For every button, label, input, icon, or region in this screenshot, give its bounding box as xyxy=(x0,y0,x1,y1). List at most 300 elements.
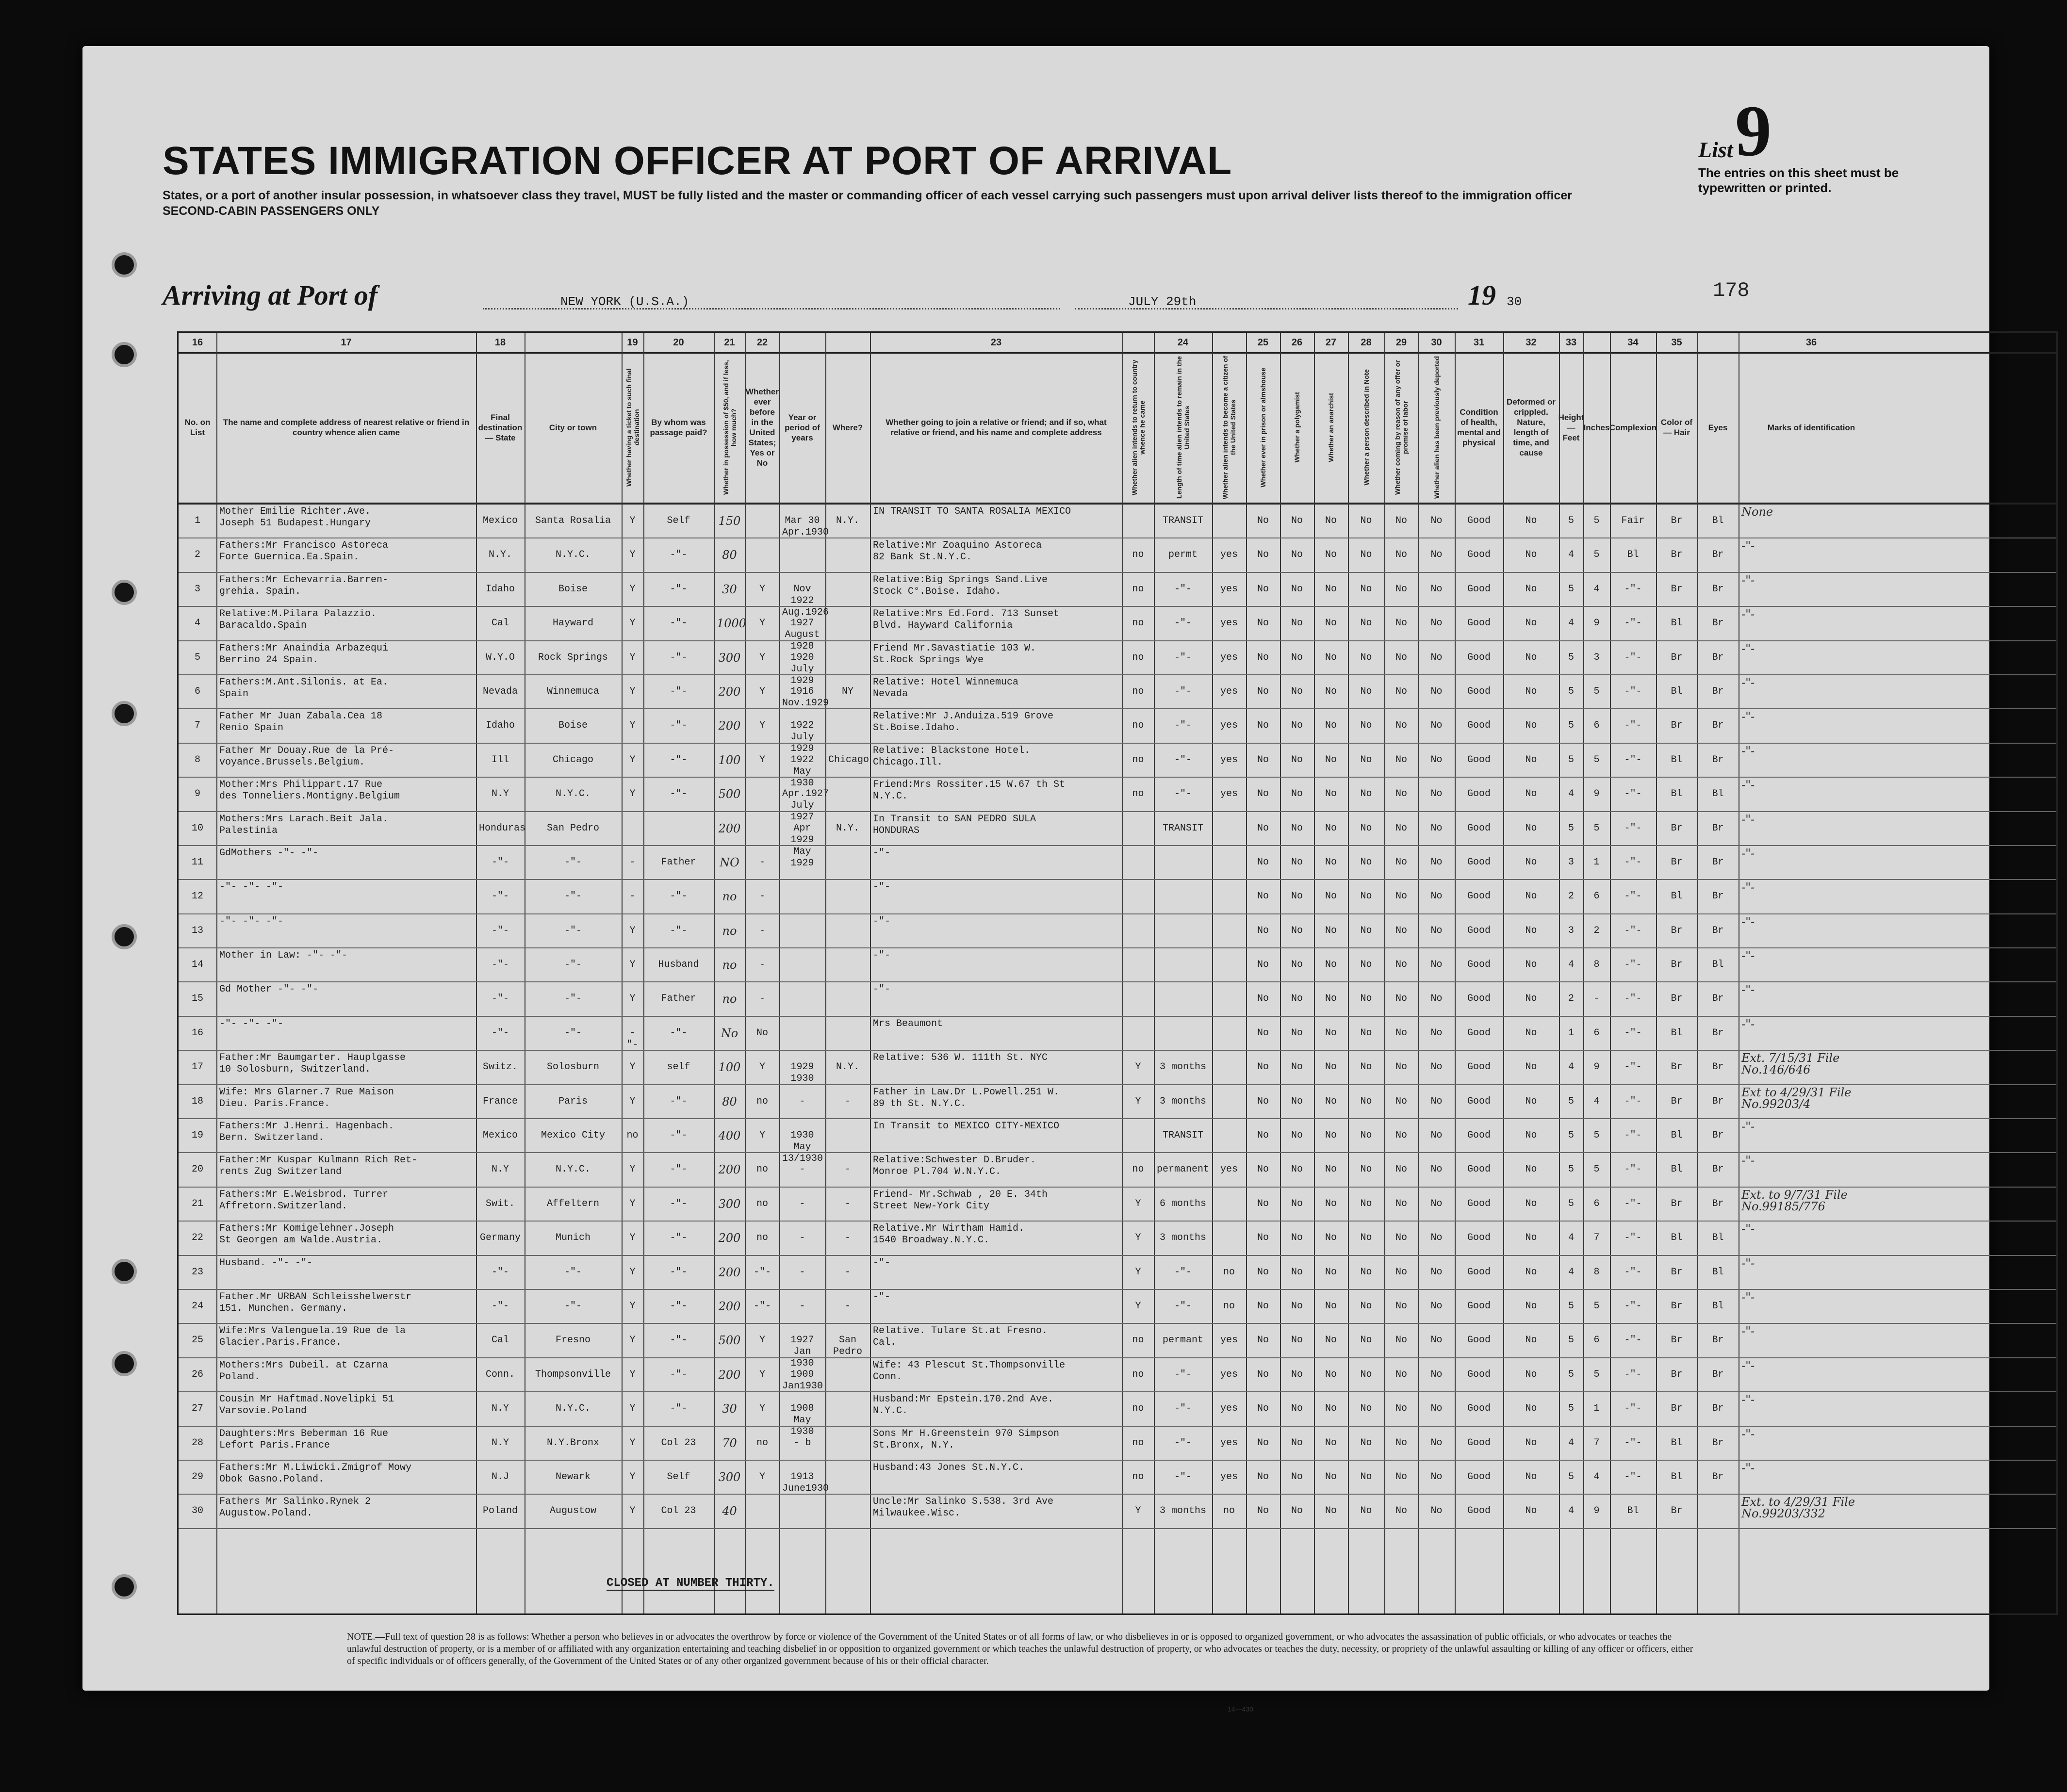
cell-comp: Bl xyxy=(1627,1505,1639,1517)
cell-paid: -"- xyxy=(670,1403,688,1415)
cell-health: Good xyxy=(1467,1368,1491,1380)
cell-prison: No xyxy=(1257,652,1269,663)
cell-in: 5 xyxy=(1593,515,1600,526)
cell-prison: No xyxy=(1257,1471,1269,1482)
cell-labor: No xyxy=(1395,1471,1407,1482)
cell-in: 3 xyxy=(1593,652,1600,663)
cell-join: Wife: 43 Plescut St.Thompsonville Conn. xyxy=(873,1359,1066,1383)
cell-comp: -"- xyxy=(1624,788,1642,800)
cell-ticket: Y xyxy=(629,1300,636,1312)
cell-state: Germany xyxy=(479,1232,521,1244)
cell-years xyxy=(779,846,825,879)
cell-marks: -"- xyxy=(1741,1461,1755,1475)
cell-ticket: no xyxy=(626,1130,639,1141)
cell-cit: yes xyxy=(1220,549,1238,561)
cell-before: no xyxy=(756,1198,768,1209)
column-number: 22 xyxy=(756,337,768,348)
cell-ret: no xyxy=(1132,1437,1144,1449)
cell-relative: Husband. -"- -"- xyxy=(219,1257,313,1269)
cell-join: Relative:Mr Zoaquino Astoreca 82 Bank St.N.Y.C. xyxy=(873,540,1042,563)
cell-join: -"- xyxy=(873,847,891,859)
column-header xyxy=(1122,352,1154,503)
cell-paid: -"- xyxy=(670,652,688,663)
cell-state: Honduras xyxy=(479,822,526,834)
cell-deformed: No xyxy=(1525,1095,1537,1107)
cell-labor: No xyxy=(1395,959,1407,971)
cell-hair: Bl xyxy=(1671,1437,1683,1449)
cell-dep: No xyxy=(1430,720,1443,732)
cell-in: 1 xyxy=(1593,1403,1600,1415)
cell-cit xyxy=(1212,1085,1246,1118)
cell-relative: Fathers:Mr Anaindia Arbazequi Berrino 24 Spain. xyxy=(219,642,389,666)
cell-in: 2 xyxy=(1593,925,1600,936)
year-value: 30 xyxy=(1507,294,1522,309)
cell-join: Relative.Mr Wirtham Hamid. 1540 Broadway.N.Y.C. xyxy=(873,1223,1025,1246)
cell-poly: No xyxy=(1291,515,1303,526)
cell-no: 26 xyxy=(191,1368,203,1380)
cell-join: Friend:Mrs Rossiter.15 W.67 th St N.Y.C. xyxy=(873,779,1066,802)
cell-ft: 5 xyxy=(1568,515,1574,526)
cell-in: 4 xyxy=(1593,583,1600,595)
table-row xyxy=(179,1461,2056,1495)
cell-hair: Br xyxy=(1671,1266,1683,1278)
cell-length xyxy=(1154,880,1212,913)
cell-labor: No xyxy=(1395,618,1407,629)
cell-cit: no xyxy=(1223,1505,1235,1517)
cell-relative: Cousin Mr Haftmad.Novelipki 51 Varsovie.Poland xyxy=(219,1394,394,1417)
cell-poly: No xyxy=(1291,1164,1303,1175)
cell-no: 5 xyxy=(194,652,200,663)
cell-ret: no xyxy=(1132,754,1144,766)
cell-hair: Br xyxy=(1671,1403,1683,1415)
cell-marks: -"- xyxy=(1741,1427,1755,1441)
column-number: 26 xyxy=(1291,337,1303,348)
cell-ft: 5 xyxy=(1568,1164,1574,1175)
cell-ret: Y xyxy=(1135,1061,1141,1073)
cell-ret: no xyxy=(1132,685,1144,697)
cell-ticket: Y xyxy=(629,993,636,1005)
cell-no: 27 xyxy=(191,1403,203,1415)
cell-money: 200 xyxy=(718,1163,741,1177)
cell-health: Good xyxy=(1467,754,1491,766)
column-header xyxy=(216,352,476,503)
cell-city: Fresno xyxy=(555,1335,591,1346)
cell-poly: No xyxy=(1291,1368,1303,1380)
cell-paid: -"- xyxy=(670,618,688,629)
cell-years: 1913 June1930 xyxy=(782,1471,829,1494)
cell-city: Augustow xyxy=(549,1505,596,1517)
cell-dep: No xyxy=(1430,856,1443,868)
cell-anar: No xyxy=(1325,993,1337,1005)
cell-money: 200 xyxy=(718,684,741,699)
cell-no: 1 xyxy=(194,515,200,526)
cell-eyes xyxy=(1697,1495,1739,1528)
cell-anar: No xyxy=(1325,685,1337,697)
cell-join: -"- xyxy=(873,984,891,995)
cell-relative: Gd Mother -"- -"- xyxy=(219,984,319,995)
cell-poly: No xyxy=(1291,925,1303,936)
cell-poly: No xyxy=(1291,754,1303,766)
cell-ticket: Y xyxy=(629,754,636,766)
cell-hair: Bl xyxy=(1671,1027,1683,1039)
cell-paid: Husband xyxy=(658,959,699,971)
cell-state: -"- xyxy=(491,1027,509,1039)
cell-where xyxy=(825,914,870,947)
cell-prison: No xyxy=(1257,1061,1269,1073)
cell-cit xyxy=(1212,812,1246,845)
cell-where: San Pedro xyxy=(833,1335,862,1358)
column-header-label: The name and complete address of nearest relative or friend in country whence alien came xyxy=(223,418,470,437)
cell-prison: No xyxy=(1257,1403,1269,1415)
cell-relative: Wife: Mrs Glarner.7 Rue Maison Dieu. Paris.France. xyxy=(219,1086,394,1109)
column-header-label: Whether coming by reason of any offer or promise of labor xyxy=(1394,360,1409,495)
column-header-row xyxy=(179,352,2056,505)
cell-poly: No xyxy=(1291,1061,1303,1073)
cell-state: -"- xyxy=(491,925,509,936)
cell-no: 15 xyxy=(191,993,203,1005)
cell-before: Y xyxy=(759,1130,765,1141)
cell-years: - xyxy=(799,1164,805,1175)
cell-no: 24 xyxy=(191,1300,203,1312)
cell-length: TRANSIT xyxy=(1162,515,1203,526)
cell-poly: No xyxy=(1291,959,1303,971)
cell-years: Apr 1929 May 1929 xyxy=(790,822,814,869)
column-number: 28 xyxy=(1361,337,1372,348)
cell-hair: Br xyxy=(1671,515,1683,526)
cell-ret: no xyxy=(1132,1368,1144,1380)
cell-eyes: Bl xyxy=(1712,1232,1724,1244)
column-header xyxy=(179,352,216,503)
cell-where xyxy=(825,880,870,913)
cell-years: Nov 1922 Aug.1926 xyxy=(782,583,829,618)
cell-marks: -"- xyxy=(1741,1358,1755,1372)
cell-labor: No xyxy=(1395,1232,1407,1244)
cell-poly: No xyxy=(1291,1095,1303,1107)
cell-money: 30 xyxy=(722,582,737,596)
cell-prison: No xyxy=(1257,788,1269,800)
cell-before: no xyxy=(756,1164,768,1175)
cell-cit: no xyxy=(1223,1266,1235,1278)
cell-ft: 4 xyxy=(1568,549,1574,561)
cell-labor: No xyxy=(1395,1437,1407,1449)
column-number: 30 xyxy=(1431,337,1442,348)
cell-money: 1000 xyxy=(717,617,747,631)
cell-marks: -"- xyxy=(1741,1256,1755,1270)
cell-eyes: Br xyxy=(1712,583,1724,595)
table-row xyxy=(179,1085,2056,1119)
cell-join: Relative: 536 W. 111th St. NYC xyxy=(873,1052,1048,1064)
cell-eyes: Bl xyxy=(1712,1300,1724,1312)
cell-labor: No xyxy=(1395,1505,1407,1517)
cell-hair: Br xyxy=(1671,1368,1683,1380)
cell-state: N.Y xyxy=(491,1437,509,1449)
cell-paid: -"- xyxy=(670,685,688,697)
cell-relative: -"- -"- -"- xyxy=(219,915,284,927)
cell-paid: -"- xyxy=(670,1232,688,1244)
cell-in: 8 xyxy=(1593,959,1600,971)
cell-cit xyxy=(1212,982,1246,1015)
cell-note28: No xyxy=(1360,685,1372,697)
cell-in: 9 xyxy=(1593,618,1600,629)
column-header xyxy=(1348,352,1384,503)
cell-eyes: Br xyxy=(1712,1335,1724,1346)
cell-money: No xyxy=(721,1026,738,1040)
cell-ticket: Y xyxy=(629,959,636,971)
table-row xyxy=(179,1153,2056,1187)
cell-ret: Y xyxy=(1135,1300,1141,1312)
cell-deformed: No xyxy=(1525,959,1537,971)
cell-note28: No xyxy=(1360,515,1372,526)
cell-marks: -"- xyxy=(1741,846,1755,860)
cell-deformed: No xyxy=(1525,1232,1537,1244)
cell-cit: yes xyxy=(1220,754,1238,766)
cell-prison: No xyxy=(1257,1368,1269,1380)
cell-note28: No xyxy=(1360,549,1372,561)
cell-cit xyxy=(1212,1017,1246,1050)
column-header xyxy=(745,352,779,503)
cell-ticket: Y xyxy=(629,1266,636,1278)
cell-in: 6 xyxy=(1593,1198,1600,1209)
cell-cit: yes xyxy=(1220,685,1238,697)
column-header xyxy=(1418,352,1455,503)
cell-state: Ill xyxy=(491,754,509,766)
cell-city: Paris xyxy=(558,1095,588,1107)
cell-where: N.Y. xyxy=(836,1061,859,1073)
cell-marks: -"- xyxy=(1741,1017,1755,1031)
cell-relative: Fathers:Mr Komigelehner.Joseph St Georgen am Walde.Austria. xyxy=(219,1223,394,1246)
cell-where xyxy=(825,709,870,742)
cell-ticket: Y xyxy=(629,925,636,936)
cell-ticket: Y xyxy=(629,618,636,629)
cell-city: Rock Springs xyxy=(538,652,608,663)
cell-cit xyxy=(1212,1051,1246,1084)
cell-comp: -"- xyxy=(1624,1437,1642,1449)
cell-paid: Father xyxy=(661,993,696,1005)
column-header xyxy=(1314,352,1348,503)
cell-prison: No xyxy=(1257,515,1269,526)
cell-anar: No xyxy=(1325,1403,1337,1415)
cell-hair: Br xyxy=(1671,1061,1683,1073)
cell-money: 200 xyxy=(718,1231,741,1245)
cell-dep: No xyxy=(1430,1300,1443,1312)
cell-comp: -"- xyxy=(1624,993,1642,1005)
table-row xyxy=(179,914,2056,948)
cell-labor: No xyxy=(1395,1368,1407,1380)
cell-health: Good xyxy=(1467,1130,1491,1141)
cell-note28: No xyxy=(1360,1198,1372,1209)
cell-length xyxy=(1154,948,1212,981)
cell-prison: No xyxy=(1257,618,1269,629)
cell-eyes: Br xyxy=(1712,720,1724,732)
cell-cit: yes xyxy=(1220,1471,1238,1482)
cell-paid xyxy=(643,812,714,845)
table-row xyxy=(179,982,2056,1016)
cell-anar: No xyxy=(1325,1095,1337,1107)
column-number: 36 xyxy=(1805,337,1817,348)
cell-marks: -"- xyxy=(1741,573,1755,587)
cell-length: TRANSIT xyxy=(1162,822,1203,834)
cell-prison: No xyxy=(1257,891,1269,902)
cell-labor: No xyxy=(1395,549,1407,561)
cell-before: Y xyxy=(759,652,765,663)
column-number xyxy=(1122,333,1154,352)
cell-hair: Bl xyxy=(1671,1130,1683,1141)
column-header xyxy=(1559,352,1583,503)
cell-money: 30 xyxy=(722,1402,737,1416)
cell-before: Y xyxy=(759,583,765,595)
cell-health: Good xyxy=(1467,1232,1491,1244)
cell-where xyxy=(825,573,870,606)
cell-eyes: Br xyxy=(1712,754,1724,766)
cell-paid: -"- xyxy=(670,891,688,902)
cell-join: IN TRANSIT TO SANTA ROSALIA MEXICO xyxy=(873,506,1071,517)
cell-join: -"- xyxy=(873,950,891,961)
cell-ft: 4 xyxy=(1568,1061,1574,1073)
column-number: 21 xyxy=(724,337,735,348)
cell-eyes: Br xyxy=(1712,1095,1724,1107)
cell-eyes: Bl xyxy=(1712,788,1724,800)
cell-years xyxy=(779,1495,825,1528)
cell-eyes: Br xyxy=(1712,1471,1724,1482)
column-header-label: Where? xyxy=(832,423,863,432)
cell-before: Y xyxy=(759,1061,765,1073)
cell-dep: No xyxy=(1430,618,1443,629)
cell-relative: Relative:M.Pilara Palazzio. Baracaldo.Spain xyxy=(219,608,377,632)
cell-marks: -"- xyxy=(1741,744,1755,758)
cell-where: - xyxy=(844,1232,851,1244)
cell-city: Boise xyxy=(558,583,588,595)
cell-cit xyxy=(1212,1188,1246,1221)
column-number xyxy=(1212,333,1246,352)
cell-anar: No xyxy=(1325,1368,1337,1380)
cell-before xyxy=(745,812,779,845)
cell-where xyxy=(825,607,870,640)
cell-hair: Br xyxy=(1671,822,1683,834)
cell-in: 4 xyxy=(1593,1095,1600,1107)
column-header-label: Inches xyxy=(1583,423,1610,432)
cell-poly: No xyxy=(1291,993,1303,1005)
cell-join: Friend Mr.Savastiatie 103 W. St.Rock Springs Wye xyxy=(873,642,1036,666)
cell-money: 200 xyxy=(718,719,741,733)
cell-deformed: No xyxy=(1525,583,1537,595)
column-number: 29 xyxy=(1395,337,1407,348)
cell-relative: Mothers:Mrs Larach.Beit Jala. Palestinia xyxy=(219,813,389,836)
cell-cit: yes xyxy=(1220,1164,1238,1175)
cell-money: 300 xyxy=(718,651,741,665)
column-header-label: By whom was passage paid? xyxy=(650,418,707,437)
cell-poly: No xyxy=(1291,1471,1303,1482)
cell-anar: No xyxy=(1325,822,1337,834)
cell-prison: No xyxy=(1257,1095,1269,1107)
cell-comp: -"- xyxy=(1624,856,1642,868)
cell-anar: No xyxy=(1325,1027,1337,1039)
cell-labor: No xyxy=(1395,788,1407,800)
cell-ret xyxy=(1122,846,1154,879)
binder-hole xyxy=(112,701,137,726)
cell-note28: No xyxy=(1360,822,1372,834)
cell-before: - xyxy=(759,925,765,936)
cell-labor: No xyxy=(1395,1403,1407,1415)
cell-years: 1909 Jan1930 xyxy=(782,1368,823,1392)
column-header-label: Whether ever in prison or almshouse xyxy=(1259,367,1267,488)
cell-marks: Ext. 7/15/31 File No.146/646 xyxy=(1741,1051,1840,1077)
port-value: NEW YORK (U.S.A.) xyxy=(560,294,689,309)
cell-labor: No xyxy=(1395,515,1407,526)
cell-prison: No xyxy=(1257,1505,1269,1517)
arrival-label: Arriving at Port of xyxy=(163,279,378,311)
cell-where xyxy=(825,846,870,879)
cell-city: Chicago xyxy=(552,754,593,766)
cell-ft: 4 xyxy=(1568,1232,1574,1244)
table-row xyxy=(179,1427,2056,1461)
cell-relative: Mother in Law: -"- -"- xyxy=(219,950,348,961)
cell-where xyxy=(825,778,870,811)
cell-ticket: Y xyxy=(629,1471,636,1482)
column-number: 23 xyxy=(990,337,1002,348)
cell-ret: Y xyxy=(1135,1266,1141,1278)
table-row xyxy=(179,538,2056,572)
cell-anar: No xyxy=(1325,1198,1337,1209)
cell-anar: No xyxy=(1325,652,1337,663)
cell-years: - xyxy=(799,1095,805,1107)
cell-dep: No xyxy=(1430,1471,1443,1482)
column-header-label: Condition of health, mental and physical xyxy=(1457,407,1501,447)
cell-ticket xyxy=(622,812,643,845)
cell-ft: 4 xyxy=(1568,618,1574,629)
cell-deformed: No xyxy=(1525,1027,1537,1039)
binder-hole xyxy=(112,1574,137,1599)
cell-join: Husband:43 Jones St.N.Y.C. xyxy=(873,1462,1025,1473)
cell-eyes: Br xyxy=(1712,652,1724,663)
cell-labor: No xyxy=(1395,1130,1407,1141)
cell-state: France xyxy=(482,1095,518,1107)
cell-no: 21 xyxy=(191,1198,203,1209)
cell-health: Good xyxy=(1467,1335,1491,1346)
cell-note28: No xyxy=(1360,618,1372,629)
cell-hair: Bl xyxy=(1671,1471,1683,1482)
cell-marks: -"- xyxy=(1741,983,1755,997)
cell-where: N.Y. xyxy=(836,515,859,526)
cell-comp: -"- xyxy=(1624,1232,1642,1244)
cell-where xyxy=(825,1495,870,1528)
cell-relative: Father Mr Douay.Rue de la Pré- voyance.Brussels.Belgium. xyxy=(219,745,394,768)
table-row xyxy=(179,1290,2056,1324)
cell-dep: No xyxy=(1430,788,1443,800)
cell-city: Boise xyxy=(558,720,588,732)
cell-ret: Y xyxy=(1135,1232,1141,1244)
cell-prison: No xyxy=(1257,959,1269,971)
cell-paid: -"- xyxy=(670,1095,688,1107)
cell-join: Relative:Schwester D.Bruder. Monroe Pl.704 W.N.Y.C. xyxy=(873,1155,1036,1178)
cell-paid: -"- xyxy=(670,788,688,800)
cell-ft: 4 xyxy=(1568,1505,1574,1517)
cell-money: no xyxy=(722,890,737,904)
cell-health: Good xyxy=(1467,549,1491,561)
cell-comp: -"- xyxy=(1624,618,1642,629)
cell-money: 200 xyxy=(718,1265,741,1279)
cell-length: -"- xyxy=(1174,720,1192,732)
cell-eyes: Br xyxy=(1712,993,1724,1005)
table-row xyxy=(179,675,2056,709)
cell-note28: No xyxy=(1360,583,1372,595)
cell-years xyxy=(779,880,825,913)
cell-labor: No xyxy=(1395,685,1407,697)
table-row xyxy=(179,744,2056,789)
cell-deformed: No xyxy=(1525,1437,1537,1449)
cell-no: 17 xyxy=(191,1061,203,1073)
cell-where: NY xyxy=(841,685,853,697)
cell-before: -"- xyxy=(753,1266,771,1278)
